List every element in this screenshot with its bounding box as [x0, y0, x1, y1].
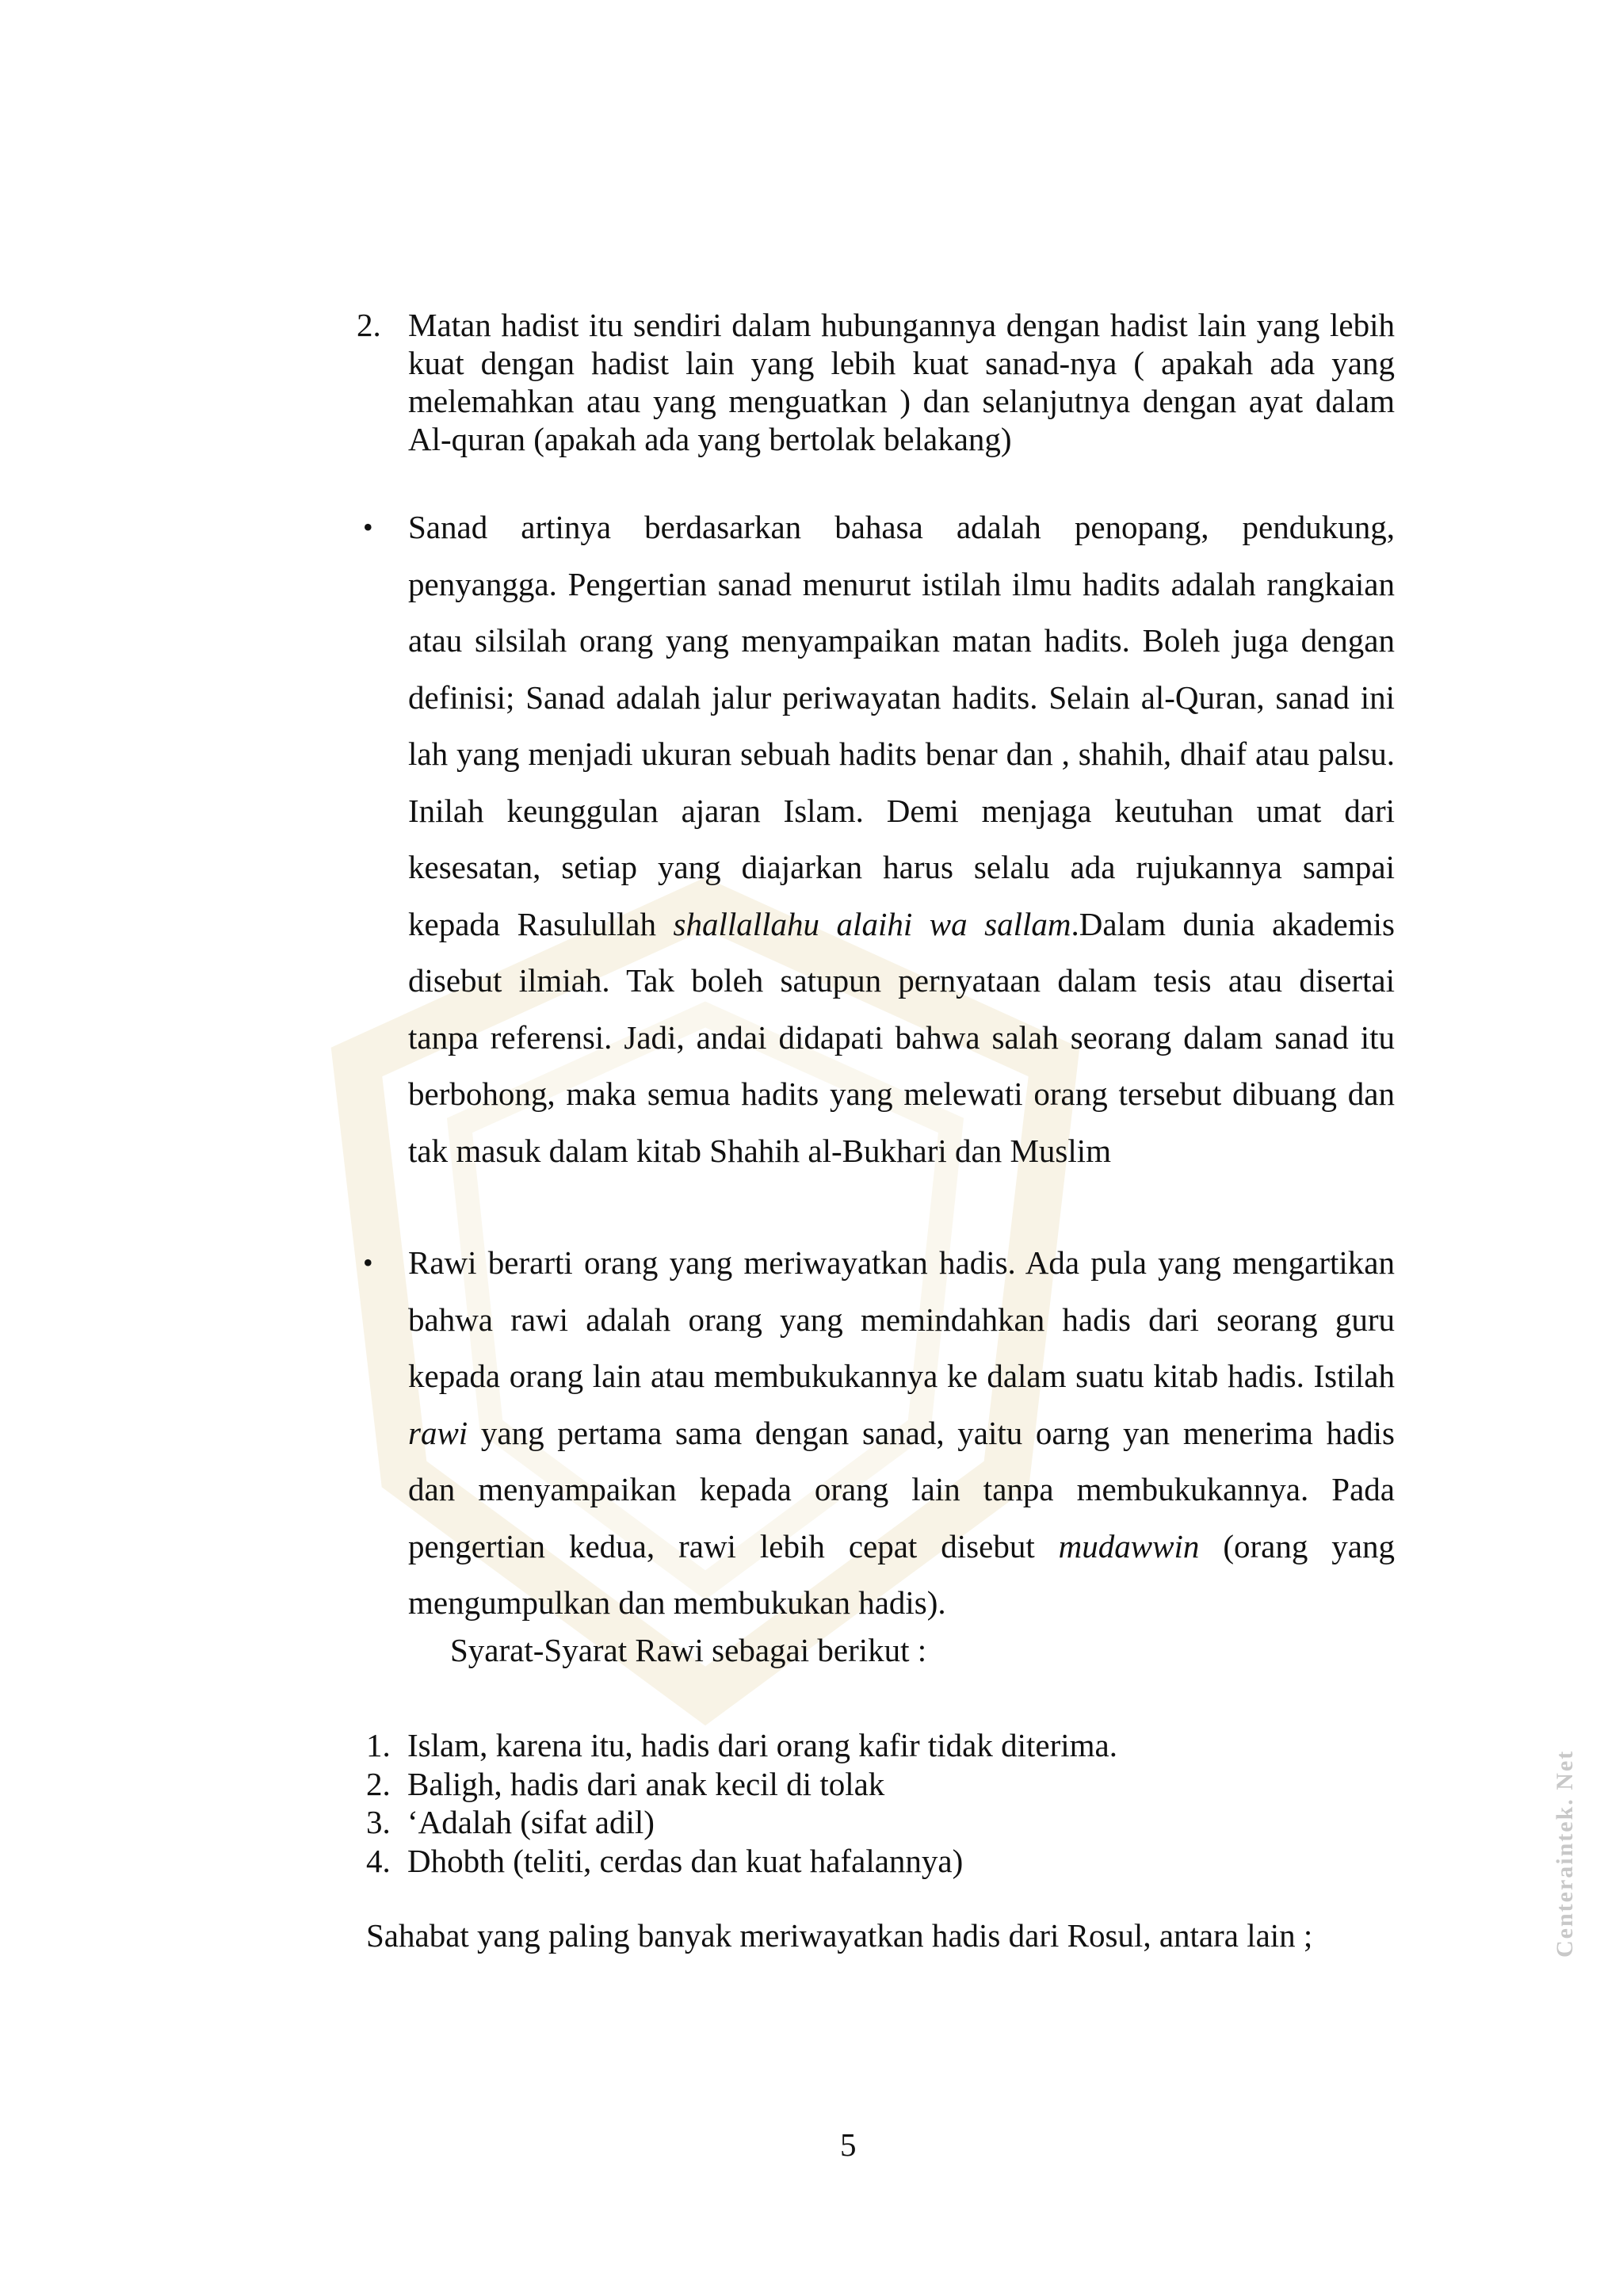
paragraph-number: 2.	[357, 307, 381, 343]
rawi-italic-term: rawi	[408, 1414, 468, 1451]
bullet-icon: •	[363, 511, 373, 543]
syarat-heading: Syarat-Syarat Rawi sebagai berikut :	[450, 1632, 927, 1668]
rawi-text-part: (orang yang mengumpulkan dan membukukan hadis).	[408, 1527, 1395, 1621]
list-item	[366, 1765, 1117, 1804]
bullet-icon: •	[363, 1247, 373, 1278]
list-number: 1.	[366, 1727, 391, 1763]
sahabat-sentence: Sahabat yang paling banyak meriwayatkan hadis dari Rosul, antara lain ;	[366, 1917, 1313, 1954]
list-text: Baligh, hadis dari anak kecil di tolak	[407, 1765, 885, 1802]
syarat-list	[366, 1726, 1117, 1880]
mudawwin-italic-term: mudawwin	[1058, 1527, 1200, 1564]
list-item	[366, 1726, 1117, 1765]
side-watermark-text: Centeraintek. Net	[1552, 1749, 1578, 1958]
list-number: 3.	[366, 1804, 391, 1840]
rawi-text-part: yang pertama sama dengan sanad, yaitu oarng yan menerima hadis dan menyampaikan kepada orang lain tanpa membukukannya. Pada pengertian kedua, rawi lebih cepat disebut	[408, 1414, 1395, 1564]
rawi-text-part: Rawi berarti orang yang meriwayatkan hadis. Ada pula yang mengartikan bahwa rawi adalah orang yang memindahkan hadis dari seorang guru kepada orang lain atau membukukannya ke dalam suatu kitab hadis. Istilah	[408, 1244, 1395, 1394]
list-text: Islam, karena itu, hadis dari orang kafir tidak diterima.	[407, 1727, 1117, 1763]
sanad-text	[408, 499, 1395, 1179]
list-item	[366, 1842, 1117, 1881]
list-number: 2.	[366, 1765, 391, 1802]
page-number: 5	[840, 2126, 857, 2163]
list-text: Dhobth (teliti, cerdas dan kuat hafalannya)	[407, 1842, 964, 1879]
sanad-text-part: .Dalam dunia akademis disebut ilmiah. Tak boleh satupun pernyataan dalam tesis atau disertai tanpa referensi. Jadi, andai didapati bahwa salah seorang dalam sanad itu berbohong, maka semua hadits yang melewati orang tersebut dibuang dan tak masuk dalam kitab Shahih al-Bukhari dan Muslim	[408, 905, 1395, 1169]
sanad-text-part: Sanad artinya berdasarkan bahasa adalah penopang, pendukung, penyangga. Pengertian sanad menurut istilah ilmu hadits adalah rangkaian atau silsilah orang yang menyampaikan matan hadits. Boleh juga dengan definisi; Sanad adalah jalur periwayatan hadits. Selain al-Quran, sanad ini lah yang menjadi ukuran sebuah hadits benar dan , shahih, dhaif atau palsu. Inilah keunggulan ajaran Islam. Demi menjaga keutuhan umat dari kesesatan, setiap yang diajarkan harus selalu ada rujukannya sampai kepada Rasulullah	[408, 509, 1395, 942]
list-number: 4.	[366, 1842, 391, 1879]
list-text: ‘Adalah (sifat adil)	[407, 1804, 655, 1840]
list-item	[366, 1803, 1117, 1842]
paragraph-text: Matan hadist itu sendiri dalam hubungannya dengan hadist lain yang lebih kuat dengan hadist lain yang lebih kuat sanad-nya ( apakah ada yang melemahkan atau yang menguatkan ) dan selanjutnya dengan ayat dalam Al-quran (apakah ada yang bertolak belakang)	[408, 307, 1395, 457]
rawi-text	[408, 1235, 1395, 1632]
sanad-italic-salawat: shallallahu alaihi wa sallam	[673, 905, 1071, 942]
